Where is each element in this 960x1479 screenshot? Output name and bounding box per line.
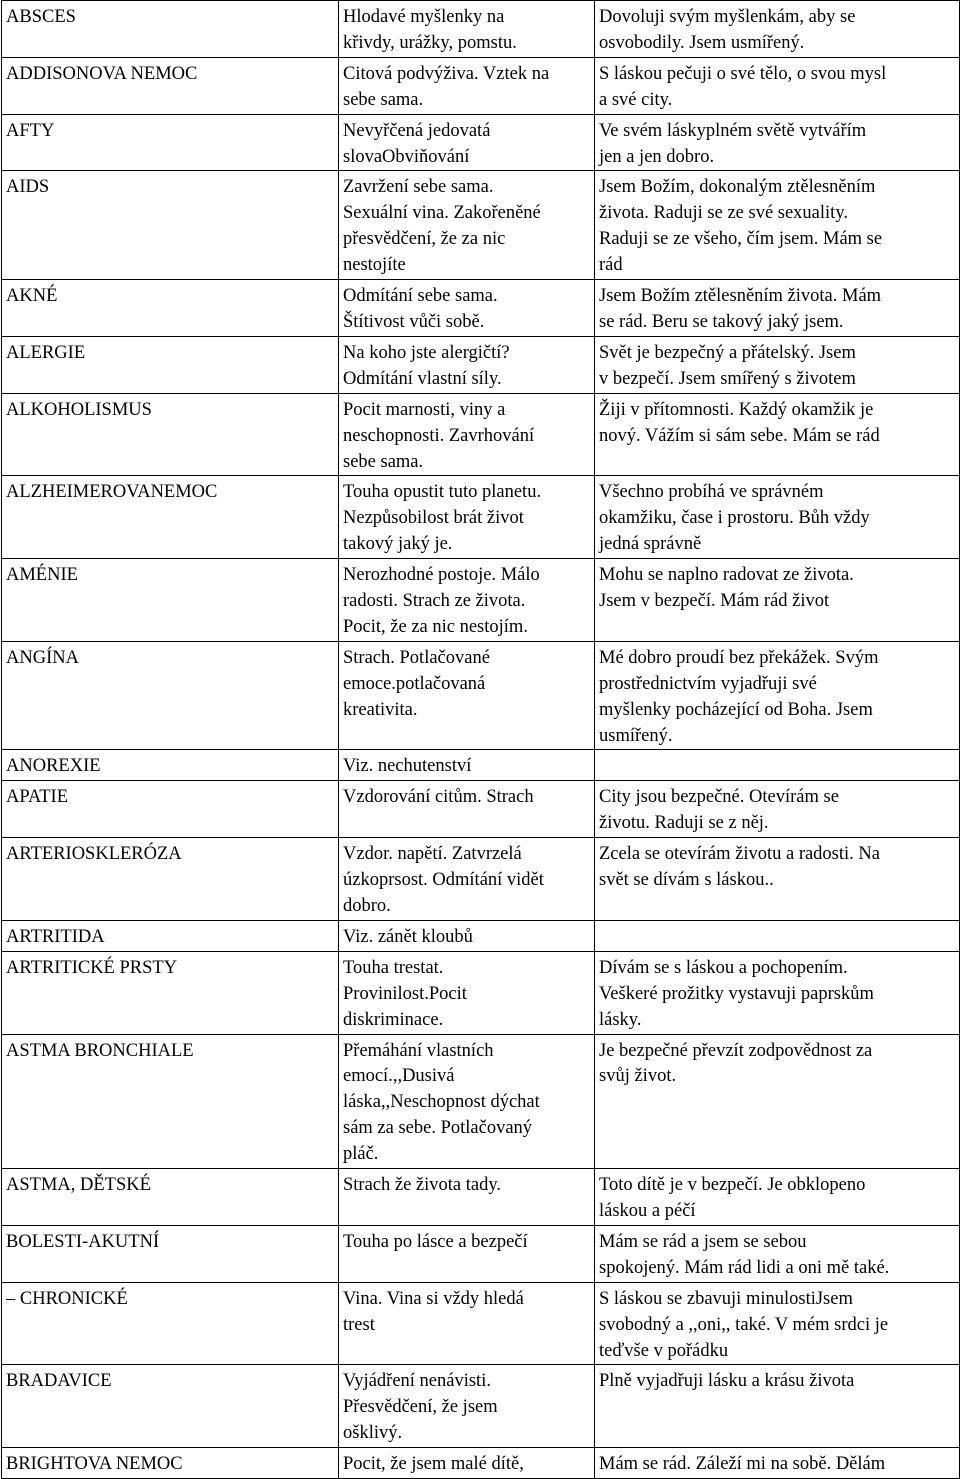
table-row (2, 57, 960, 114)
affirmation-cell: Zcela se otevírám životu a radosti. Na svět se dívám s láskou.. (595, 838, 960, 921)
table-row (2, 1448, 960, 1479)
affirmation-cell (595, 920, 960, 951)
affirmation-cell: Všechno probíhá ve správném okamžiku, čase i prostoru. Bůh vždy jedná správně (595, 476, 960, 559)
table-row (2, 1365, 960, 1448)
condition-cell: BRIGHTOVA NEMOC (2, 1448, 339, 1479)
table-row (2, 476, 960, 559)
cause-cell: Nevyřčená jedovatá slovaObviňování (339, 114, 595, 171)
cause-cell: Strach že života tady. (339, 1169, 595, 1226)
table-row (2, 114, 960, 171)
affirmation-cell: Mé dobro proudí bez překážek. Svým prostřednictvím vyjadřuji své myšlenky pocházející od Boha. Jsem usmířený. (595, 641, 960, 750)
condition-cell: BOLESTI-AKUTNÍ (2, 1225, 339, 1282)
affirmation-cell: City jsou bezpečné. Otevírám se životu. Raduji se z něj. (595, 781, 960, 838)
affirmation-cell: Svět je bezpečný a přátelský. Jsem v bezpečí. Jsem smířený s životem (595, 336, 960, 393)
condition-cell: ARTERIOSKLERÓZA (2, 838, 339, 921)
condition-cell: ASTMA, DĚTSKÉ (2, 1169, 339, 1226)
affirmation-cell: Dovoluji svým myšlenkám, aby se osvobodily. Jsem usmířený. (595, 1, 960, 58)
affirmation-cell: Ve svém láskyplném světě vytvářím jen a jen dobro. (595, 114, 960, 171)
table-row (2, 750, 960, 781)
cause-cell: Na koho jste alergičtí? Odmítání vlastní síly. (339, 336, 595, 393)
cause-cell: Citová podvýživa. Vztek na sebe sama. (339, 57, 595, 114)
table-row (2, 280, 960, 337)
affirmation-cell: Dívám se s láskou a pochopením. Veškeré prožitky vystavuji paprskům lásky. (595, 951, 960, 1034)
table-row (2, 393, 960, 476)
affirmation-cell: Žiji v přítomnosti. Každý okamžik je nový. Vážím si sám sebe. Mám se rád (595, 393, 960, 476)
condition-cell: ALKOHOLISMUS (2, 393, 339, 476)
cause-cell: Viz. zánět kloubů (339, 920, 595, 951)
cause-cell: Zavržení sebe sama. Sexuální vina. Zakořeněné přesvědčení, že za nic nestojíte (339, 171, 595, 280)
cause-cell: Pocit, že jsem malé dítě, (339, 1448, 595, 1479)
condition-cell: ASTMA BRONCHIALE (2, 1034, 339, 1169)
table-row (2, 559, 960, 642)
condition-cell: AFTY (2, 114, 339, 171)
condition-cell: – CHRONICKÉ (2, 1282, 339, 1365)
table-row (2, 781, 960, 838)
cause-cell: Přemáhání vlastních emocí.,,Dusivá láska,,Neschopnost dýchat sám za sebe. Potlačovaný pláč. (339, 1034, 595, 1169)
table-row (2, 1034, 960, 1169)
condition-cell: AIDS (2, 171, 339, 280)
affirmation-cell: Toto dítě je v bezpečí. Je obklopeno láskou a péčí (595, 1169, 960, 1226)
table-row (2, 951, 960, 1034)
cause-cell: Touha trestat. Provinilost.Pocit diskriminace. (339, 951, 595, 1034)
table-row (2, 641, 960, 750)
table-row (2, 838, 960, 921)
affirmation-cell: Jsem Božím, dokonalým ztělesněním života. Raduji se ze své sexuality. Raduji se ze všeho, čím jsem. Mám se rád (595, 171, 960, 280)
condition-cell: ABSCES (2, 1, 339, 58)
affirmation-cell: Mám se rád. Záleží mi na sobě. Dělám (595, 1448, 960, 1479)
condition-cell: ALERGIE (2, 336, 339, 393)
cause-cell: Vyjádření nenávisti. Přesvědčení, že jsem ošklivý. (339, 1365, 595, 1448)
affirmation-cell: S láskou pečuji o své tělo, o svou mysl a své city. (595, 57, 960, 114)
cause-cell: Pocit marnosti, viny a neschopnosti. Zavrhování sebe sama. (339, 393, 595, 476)
cause-cell: Viz. nechutenství (339, 750, 595, 781)
table-row (2, 1169, 960, 1226)
table-row (2, 1225, 960, 1282)
table-row (2, 920, 960, 951)
table-row (2, 1282, 960, 1365)
cause-cell: Vina. Vina si vždy hledá trest (339, 1282, 595, 1365)
condition-cell: ANGÍNA (2, 641, 339, 750)
condition-cell: ALZHEIMEROVANEMOC (2, 476, 339, 559)
table-row (2, 171, 960, 280)
condition-cell: ARTRITIDA (2, 920, 339, 951)
condition-cell: ARTRITICKÉ PRSTY (2, 951, 339, 1034)
cause-cell: Nerozhodné postoje. Málo radosti. Strach ze života. Pocit, že za nic nestojím. (339, 559, 595, 642)
cause-cell: Strach. Potlačované emoce.potlačovaná kreativita. (339, 641, 595, 750)
affirmation-cell: Mohu se naplno radovat ze života. Jsem v bezpečí. Mám rád život (595, 559, 960, 642)
cause-cell: Touha po lásce a bezpečí (339, 1225, 595, 1282)
affirmation-cell: Je bezpečné převzít zodpovědnost za svůj život. (595, 1034, 960, 1169)
cause-cell: Vzdor. napětí. Zatvrzelá úzkoprsost. Odmítání vidět dobro. (339, 838, 595, 921)
affirmation-cell: Mám se rád a jsem se sebou spokojený. Mám rád lidi a oni mě také. (595, 1225, 960, 1282)
condition-cell: APATIE (2, 781, 339, 838)
cause-cell: Odmítání sebe sama. Štítivost vůči sobě. (339, 280, 595, 337)
diagnosis-table (1, 0, 960, 1479)
condition-cell: ADDISONOVA NEMOC (2, 57, 339, 114)
condition-cell: ANOREXIE (2, 750, 339, 781)
table-row (2, 336, 960, 393)
cause-cell: Touha opustit tuto planetu. Nezpůsobilost brát život takový jaký je. (339, 476, 595, 559)
cause-cell: Vzdorování citům. Strach (339, 781, 595, 838)
condition-cell: BRADAVICE (2, 1365, 339, 1448)
table-body (2, 1, 960, 1479)
affirmation-cell: S láskou se zbavuji minulostiJsem svobodný a ,,oni,, také. V mém srdci je teďvše v pořádku (595, 1282, 960, 1365)
table-row (2, 1, 960, 58)
affirmation-cell: Jsem Božím ztělesněním života. Mám se rád. Beru se takový jaký jsem. (595, 280, 960, 337)
affirmation-cell: Plně vyjadřuji lásku a krásu života (595, 1365, 960, 1448)
condition-cell: AKNÉ (2, 280, 339, 337)
condition-cell: AMÉNIE (2, 559, 339, 642)
cause-cell: Hlodavé myšlenky na křivdy, urážky, pomstu. (339, 1, 595, 58)
affirmation-cell (595, 750, 960, 781)
